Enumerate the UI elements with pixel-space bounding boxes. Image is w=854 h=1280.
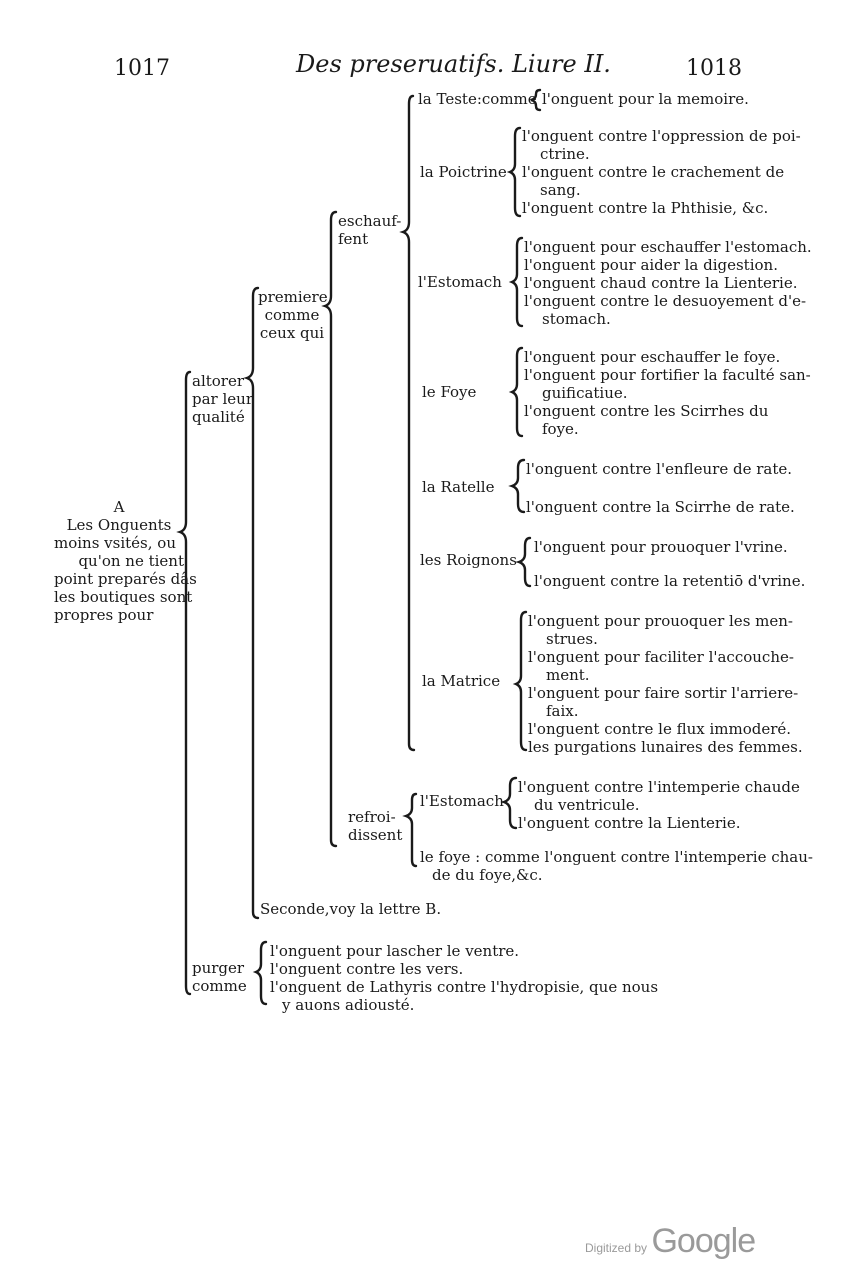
alterer-line: altorer (192, 372, 245, 390)
premiere-brace (325, 212, 336, 846)
refroid-estomach-brace (504, 778, 516, 828)
foye-brace (512, 348, 522, 436)
page-number-left: 1017 (114, 56, 170, 81)
ratelle-item: l'onguent contre l'enfleure de rate. (526, 460, 792, 478)
estomach-label: l'Estomach (418, 273, 502, 291)
entry-line: le foye : comme l'onguent contre l'intemperie chau- (420, 848, 813, 866)
entry-line: l'onguent contre le desuoyement d'e- (524, 292, 807, 310)
entry-line: de du foye,&c. (432, 866, 543, 884)
refroid-estomach-label: l'Estomach (420, 792, 504, 810)
poictrine-brace (510, 128, 520, 216)
eschauffent-label (338, 212, 401, 248)
premiere-line: premiere (258, 288, 328, 306)
entry-line: sang. (540, 181, 581, 199)
entry-line: y auons adiousté. (282, 996, 415, 1014)
entry-line: l'onguent de Lathyris contre l'hydropisie, que nous (270, 978, 659, 996)
page-number-right: 1018 (686, 56, 742, 81)
entry-line: l'onguent contre les vers. (270, 960, 464, 978)
root-line: Les Onguents (66, 516, 172, 534)
entry-line: l'onguent contre le crachement de (522, 163, 785, 181)
entry-line: l'onguent pour prouoquer les men- (528, 612, 793, 630)
entry-line: foye. (542, 420, 579, 438)
running-title: Des preseruatifs. Liure II. (296, 50, 611, 78)
digitized-by-google (585, 1222, 755, 1261)
refroid-foye (420, 848, 813, 884)
digitized-label: Digitized by (585, 1241, 648, 1255)
estomach-items (524, 238, 812, 328)
matrice-items (528, 612, 803, 756)
root-marker: A (113, 498, 125, 516)
refroid-estomach-items (518, 778, 800, 832)
purger-line: comme (192, 977, 247, 995)
entry-line: les purgations lunaires des femmes. (528, 738, 803, 756)
foye-items (524, 348, 811, 438)
entry-line: l'onguent contre le flux immoderé. (528, 720, 792, 738)
entry-line: l'onguent chaud contre la Lienterie. (524, 274, 798, 292)
entry-line: du ventricule. (534, 796, 640, 814)
eschauffent-brace (403, 96, 414, 750)
root-brace (180, 372, 190, 994)
seconde-note: Seconde,voy la lettre B. (260, 900, 442, 918)
root-line: les boutiques sont (54, 588, 193, 606)
entry-line: l'onguent pour faciliter l'accouche- (528, 648, 794, 666)
google-wordmark: Google (651, 1222, 756, 1260)
refroidissent-line: dissent (348, 826, 403, 844)
root-line: point preparés dâs (54, 570, 197, 588)
poictrine-label: la Poictrine (420, 163, 507, 181)
entry-line: l'onguent pour aider la digestion. (524, 256, 778, 274)
premiere-line: ceux qui (259, 324, 325, 342)
entry-line: faix. (546, 702, 579, 720)
refroidissent-label (348, 808, 402, 844)
entry-line: l'onguent pour eschauffer le foye. (524, 348, 781, 366)
alterer-line: qualité (192, 408, 245, 426)
root-line: qu'on ne tient (78, 552, 184, 570)
purger-brace (256, 942, 266, 1004)
entry-line: l'onguent contre l'oppression de poi- (522, 127, 801, 145)
purger-label (192, 959, 247, 995)
ratelle-brace (512, 460, 524, 512)
roignons-brace (519, 538, 530, 586)
alterer-line: par leur (192, 390, 253, 408)
entry-line: l'onguent contre la Phthisie, &c. (522, 199, 769, 217)
alterer-label (192, 372, 253, 426)
foye-label: le Foye (422, 383, 477, 401)
entry-line: l'onguent contre l'intemperie chaude (518, 778, 800, 796)
premiere-line: comme (264, 306, 320, 324)
teste-label: la Teste:comme (418, 90, 537, 108)
entry-line: ctrine. (540, 145, 590, 163)
ratelle-item: l'onguent contre la Scirrhe de rate. (526, 498, 795, 516)
entry-line: l'onguent contre la Lienterie. (518, 814, 741, 832)
poictrine-items (522, 127, 801, 217)
root-text (54, 516, 197, 624)
purger-line: purger (192, 959, 245, 977)
estomach-brace (512, 238, 522, 326)
entry-line: guificatiue. (542, 384, 628, 402)
root-line: propres pour (54, 606, 154, 624)
entry-line: ment. (546, 666, 590, 684)
entry-line: l'onguent pour faire sortir l'arriere- (528, 684, 799, 702)
roignons-item: l'onguent pour prouoquer l'vrine. (534, 538, 788, 556)
entry-line: l'onguent pour lascher le ventre. (270, 942, 520, 960)
premiere-label (258, 288, 326, 342)
entry-line: l'onguent pour fortifier la faculté san- (524, 366, 811, 384)
refroidissent-line: refroi- (348, 808, 396, 826)
entry-line: strues. (546, 630, 598, 648)
teste-item: l'onguent pour la memoire. (542, 90, 749, 108)
entry-line: stomach. (542, 310, 611, 328)
roignons-label: les Roignons (420, 551, 517, 569)
matrice-brace (516, 612, 526, 750)
ratelle-label: la Ratelle (422, 478, 495, 496)
roignons-item: l'onguent contre la retentiō d'vrine. (534, 572, 806, 590)
matrice-label: la Matrice (422, 672, 501, 690)
entry-line: l'onguent pour eschauffer l'estomach. (524, 238, 812, 256)
purger-items (270, 942, 658, 1014)
entry-line: l'onguent contre les Scirrhes du (524, 402, 769, 420)
refroidissent-brace (406, 794, 416, 866)
root-line: moins vsités, ou (54, 534, 176, 552)
eschauffent-line: fent (338, 230, 369, 248)
eschauffent-line: eschauf- (338, 212, 402, 230)
